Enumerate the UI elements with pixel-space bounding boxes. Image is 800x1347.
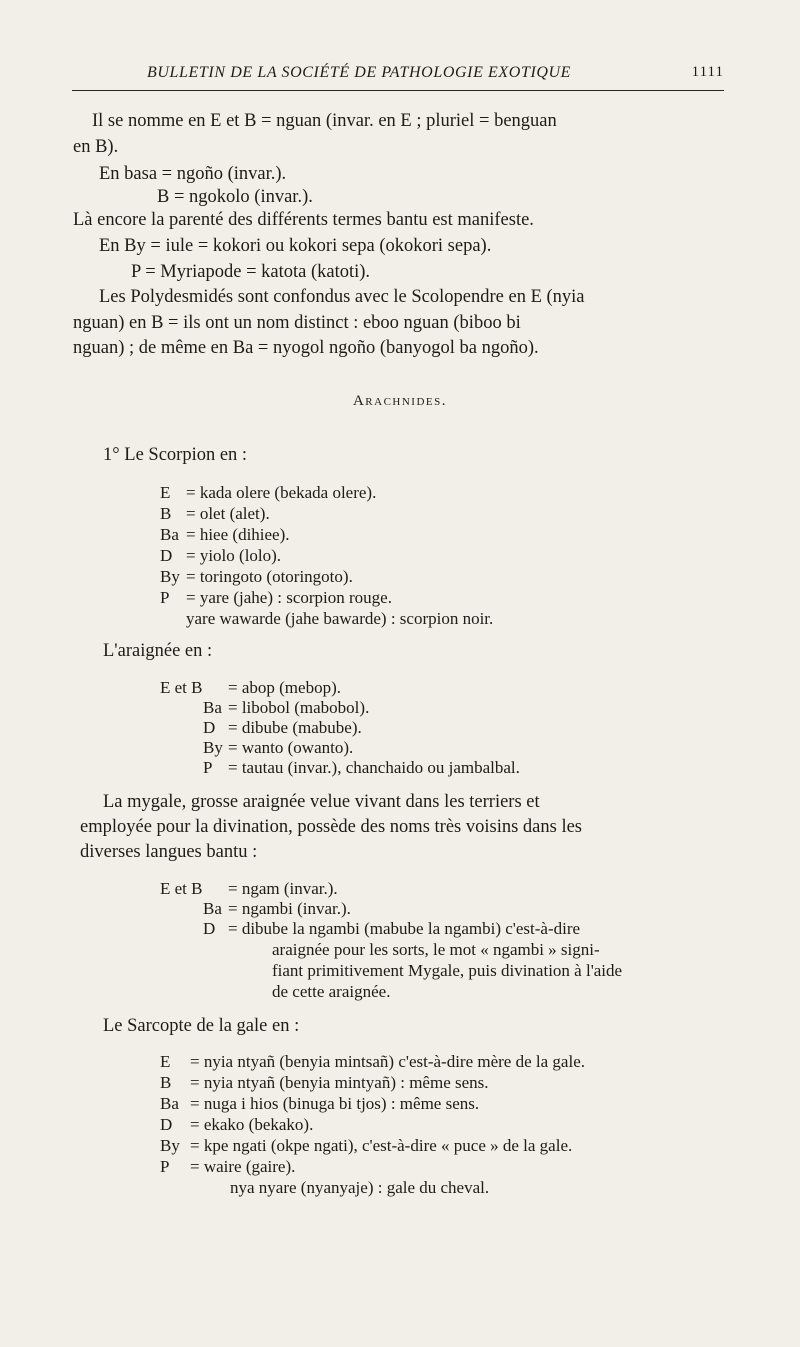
text-line: de cette araignée. [272, 982, 391, 1001]
entry-text: = abop (mebop). [228, 678, 341, 697]
entry-text: = nuga i hios (binuga bi tjos) : même sens. [190, 1094, 480, 1113]
entry-text: = nyia ntyañ (benyia mintsañ) c'est-à-dire mère de la gale. [190, 1052, 585, 1071]
entry-text: = dibube la ngambi (mabube la ngambi) c'est-à-dire [228, 919, 581, 938]
text-line: En basa = ngoño (invar.). [99, 164, 287, 184]
entry-text: = kada olere (bekada olere). [186, 483, 377, 502]
entry-text: = toringoto (otoringoto). [186, 567, 353, 586]
section-heading: Arachnides. [352, 393, 448, 409]
language-label: B [160, 504, 172, 523]
entry-text: = waire (gaire). [190, 1157, 296, 1176]
entry-text: = yiolo (lolo). [186, 546, 282, 565]
running-header [72, 60, 724, 91]
entry-text: = olet (alet). [186, 504, 270, 523]
paragraph-intro: Le Sarcopte de la gale en : [103, 1016, 300, 1036]
text-line: nguan) en B = ils ont un nom distinct : eboo nguan (biboo bi [73, 313, 521, 333]
language-label: By [203, 738, 223, 757]
text-line: araignée pour les sorts, le mot « ngambi » signi- [272, 940, 600, 959]
page-number: 1111 [691, 64, 724, 80]
language-label: P [160, 588, 170, 607]
language-label: D [160, 1115, 173, 1134]
language-label: D [160, 546, 173, 565]
text-line: Il se nomme en E et B = nguan (invar. en E ; pluriel = benguan [92, 111, 557, 131]
text-line: nguan) ; de même en Ba = nyogol ngoño (banyogol ba ngoño). [73, 338, 539, 358]
language-label: E et B [160, 678, 203, 697]
text-line: P = Myriapode = katota (katoti). [131, 262, 371, 282]
language-label: Ba [160, 525, 179, 544]
text-line: fiant primitivement Mygale, puis divination à l'aide [272, 961, 623, 980]
entry-text: nya nyare (nyanyaje) : gale du cheval. [230, 1178, 490, 1197]
language-label: E [160, 1052, 171, 1071]
language-label: By [160, 567, 180, 586]
text-line: en B). [73, 137, 119, 157]
entry-text: = wanto (owanto). [228, 738, 354, 757]
entry-text: = nyia ntyañ (benyia mintyañ) : même sens. [190, 1073, 489, 1092]
paragraph-intro: L'araignée en : [103, 641, 213, 661]
text-line: Les Polydesmidés sont confondus avec le Scolopendre en E (nyia [99, 287, 585, 307]
entry-text: = dibube (mabube). [228, 718, 362, 737]
text-line: Là encore la parenté des différents termes bantu est manifeste. [73, 210, 534, 230]
language-label: Ba [160, 1094, 179, 1113]
paragraph-intro: 1° Le Scorpion en : [103, 445, 248, 465]
entry-text: = ekako (bekako). [190, 1115, 314, 1134]
entry-text: yare wawarde (jahe bawarde) : scorpion noir. [186, 609, 494, 628]
language-label: Ba [203, 698, 222, 717]
entry-text: = kpe ngati (okpe ngati), c'est-à-dire « puce » de la gale. [190, 1136, 573, 1155]
language-label: D [203, 919, 216, 938]
language-label: B [160, 1073, 172, 1092]
entry-text: = hiee (dihiee). [186, 525, 290, 544]
journal-title: BULLETIN DE LA SOCIÉTÉ DE PATHOLOGIE EXOTIQUE [147, 64, 572, 81]
language-label: By [160, 1136, 180, 1155]
entry-text: = tautau (invar.), chanchaido ou jambalbal. [228, 758, 520, 777]
entry-text: = yare (jahe) : scorpion rouge. [186, 588, 392, 607]
entry-text: = ngam (invar.). [228, 879, 338, 898]
language-label: Ba [203, 899, 222, 918]
language-label: P [203, 758, 213, 777]
text-line: B = ngokolo (invar.). [157, 187, 313, 207]
language-label: E [160, 483, 171, 502]
language-label: D [203, 718, 216, 737]
text-line: En By = iule = kokori ou kokori sepa (okokori sepa). [99, 236, 492, 256]
text-line: La mygale, grosse araignée velue vivant dans les terriers et [103, 792, 540, 812]
entry-text: = libobol (mabobol). [228, 698, 370, 717]
language-label: P [160, 1157, 170, 1176]
text-line: employée pour la divination, possède des noms très voisins dans les [80, 817, 582, 837]
language-label: E et B [160, 879, 203, 898]
text-line: diverses langues bantu : [80, 842, 258, 862]
entry-text: = ngambi (invar.). [228, 899, 351, 918]
